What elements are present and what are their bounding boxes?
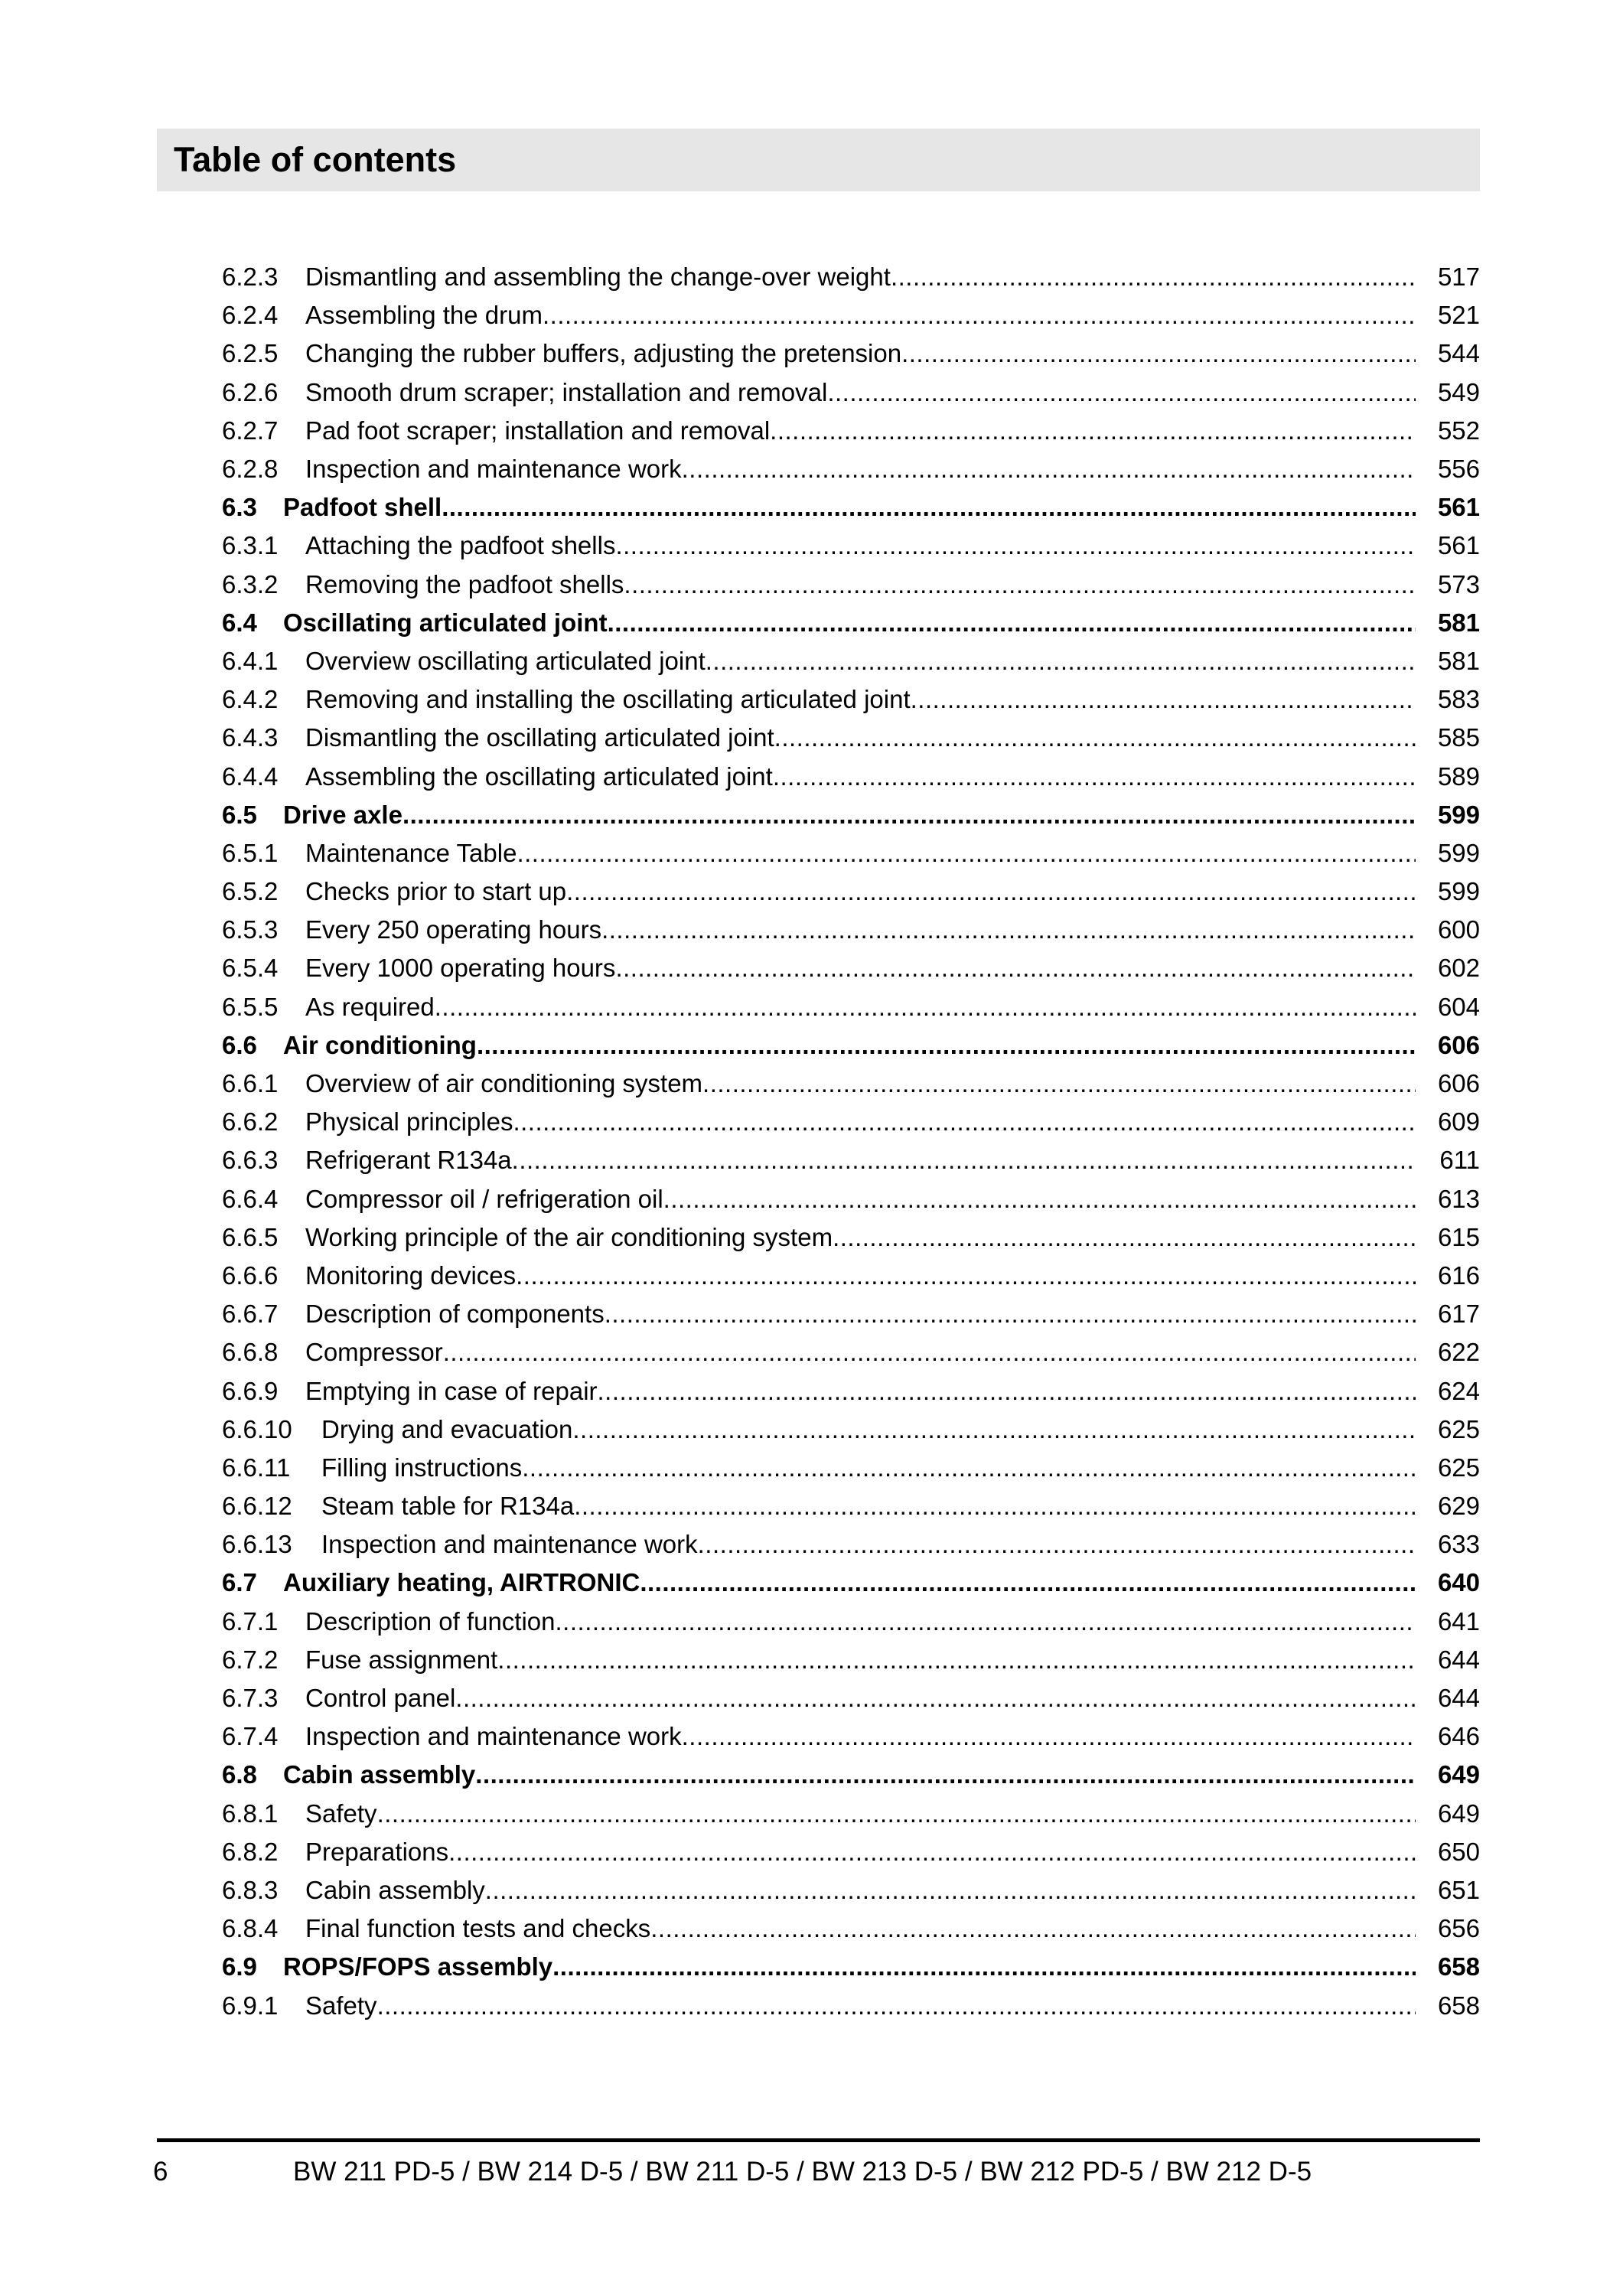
toc-entry-page: 625 [1437, 1414, 1480, 1443]
toc-entry[interactable] [222, 1065, 1480, 1103]
toc-entry-number: 6.4 [222, 608, 257, 637]
toc-entry-page: 604 [1437, 992, 1480, 1021]
toc-dot-leader [827, 378, 1416, 407]
toc-entry-number: 6.4.4 [222, 762, 279, 791]
toc-entry[interactable] [222, 949, 1480, 987]
toc-entry-page: 629 [1437, 1492, 1480, 1521]
toc-entry-number: 6.4.3 [222, 723, 279, 752]
toc-entry-title: Emptying in case of repair [305, 1376, 598, 1405]
toc-entry-title: Attaching the padfoot shells [305, 531, 616, 560]
toc-entry-page: 552 [1437, 416, 1480, 445]
toc-entry-title: Cabin assembly [283, 1760, 476, 1789]
toc-entry[interactable] [222, 1295, 1480, 1333]
toc-entry[interactable] [222, 796, 1480, 834]
toc-entry-title: Cabin assembly [305, 1875, 485, 1904]
toc-entry-number: 6.5 [222, 800, 257, 829]
toc-entry-page: 658 [1437, 1952, 1480, 1981]
toc-entry-page: 544 [1437, 339, 1480, 368]
toc-entry-page: 611 [1439, 1146, 1480, 1175]
toc-entry-number: 6.8.3 [222, 1875, 279, 1904]
toc-entry-page: 646 [1437, 1722, 1480, 1751]
toc-entry-page: 602 [1437, 954, 1480, 983]
toc-entry-title: Every 250 operating hours [305, 915, 602, 944]
toc-entry[interactable] [222, 1411, 1480, 1449]
toc-dot-leader [891, 263, 1416, 292]
toc-dot-leader [477, 1031, 1416, 1060]
toc-entry-page: 613 [1437, 1184, 1480, 1213]
toc-dot-leader [402, 801, 1416, 830]
toc-entry-title: Overview oscillating articulated joint [305, 646, 706, 675]
toc-entry-number: 6.5.5 [222, 992, 279, 1021]
toc-entry[interactable] [222, 1986, 1480, 2024]
toc-entry-number: 6.9 [222, 1952, 257, 1981]
toc-entry-title: Air conditioning [283, 1030, 477, 1059]
toc-entry-number: 6.5.2 [222, 877, 279, 906]
toc-dot-leader [377, 1799, 1416, 1828]
toc-entry-number: 6.7.3 [222, 1684, 279, 1713]
toc-entry-title: Refrigerant R134a [305, 1146, 512, 1175]
toc-entry-title: Auxiliary heating, AIRTRONIC [283, 1568, 640, 1597]
toc-entry[interactable] [222, 1103, 1480, 1141]
toc-dot-leader [572, 1415, 1416, 1444]
toc-entry-title: Compressor oil / refrigeration oil [305, 1184, 663, 1213]
toc-entry-number: 6.8.2 [222, 1837, 279, 1866]
toc-dot-leader [435, 993, 1416, 1022]
toc-entry-title: Compressor [305, 1338, 443, 1367]
toc-dot-leader [475, 1760, 1416, 1789]
toc-dot-leader [485, 1876, 1416, 1905]
toc-entry[interactable] [222, 1564, 1480, 1602]
toc-entry[interactable] [222, 1603, 1480, 1641]
toc-entry[interactable] [222, 1756, 1480, 1794]
toc-entry[interactable] [222, 1371, 1480, 1410]
toc-entry[interactable] [222, 334, 1480, 373]
toc-entry-title: Padfoot shell [283, 493, 442, 522]
toc-entry-page: 581 [1437, 608, 1480, 637]
toc-dot-leader [443, 1338, 1416, 1367]
toc-entry-page: 658 [1437, 1991, 1480, 2020]
toc-dot-leader [615, 531, 1416, 560]
toc-entry[interactable] [222, 1910, 1480, 1948]
toc-entry-page: 624 [1437, 1376, 1480, 1405]
toc-dot-leader [516, 1261, 1416, 1290]
toc-entry-title: Checks prior to start up [305, 877, 567, 906]
toc-entry-page: 599 [1437, 800, 1480, 829]
toc-entry[interactable] [222, 1026, 1480, 1065]
toc-entry-title: Safety [305, 1991, 377, 2020]
toc-entry[interactable] [222, 757, 1480, 795]
toc-entry[interactable] [222, 258, 1480, 296]
toc-entry-title: Inspection and maintenance work [305, 455, 682, 484]
toc-dot-leader [698, 1530, 1416, 1559]
toc-entry-page: 573 [1437, 569, 1480, 598]
toc-entry-number: 6.6.12 [222, 1492, 292, 1521]
toc-dot-leader [543, 301, 1416, 330]
toc-dot-leader [624, 570, 1416, 599]
toc-dot-leader [682, 455, 1416, 484]
toc-entry-page: 656 [1437, 1914, 1480, 1943]
toc-entry-page: 521 [1437, 301, 1480, 330]
toc-entry-page: 583 [1437, 685, 1480, 714]
toc-dot-leader [615, 954, 1416, 983]
toc-dot-leader [442, 493, 1416, 522]
toc-entry-page: 589 [1437, 762, 1480, 791]
header-band [157, 129, 1480, 191]
toc-entry-page: 561 [1437, 493, 1480, 522]
toc-entry-number: 6.3.1 [222, 531, 279, 560]
toc-entry-title: Smooth drum scraper; installation and removal [305, 377, 828, 406]
toc-entry-number: 6.2.3 [222, 263, 279, 292]
toc-entry-title: Overview of air conditioning system [305, 1069, 703, 1098]
toc-dot-leader [911, 685, 1416, 714]
toc-dot-leader [650, 1914, 1416, 1943]
toc-entry[interactable] [222, 566, 1480, 604]
toc-entry-number: 6.2.4 [222, 301, 279, 330]
toc-entry[interactable] [222, 1449, 1480, 1487]
toc-entry-number: 6.5.1 [222, 838, 279, 867]
toc-entry-title: Pad foot scraper; installation and removal [305, 416, 771, 445]
toc-entry-title: ROPS/FOPS assembly [283, 1952, 553, 1981]
toc-entry[interactable] [222, 1218, 1480, 1257]
toc-entry-title: Removing the padfoot shells [305, 569, 624, 598]
toc-entry[interactable] [222, 1679, 1480, 1717]
toc-entry[interactable] [222, 872, 1480, 911]
toc-entry-title: Every 1000 operating hours [305, 954, 616, 983]
toc-entry[interactable] [222, 1948, 1480, 1986]
toc-entry-number: 6.6.10 [222, 1414, 292, 1443]
toc-dot-leader [455, 1684, 1416, 1713]
toc-dot-leader [517, 839, 1416, 868]
toc-entry-number: 6.6.7 [222, 1300, 279, 1329]
toc-entry-title: Physical principles [305, 1107, 513, 1137]
toc-entry-page: 649 [1437, 1760, 1480, 1789]
toc-entry[interactable] [222, 911, 1480, 949]
toc-entry-page: 581 [1437, 646, 1480, 675]
toc-entry-number: 6.5.3 [222, 915, 279, 944]
toc-entry[interactable] [222, 680, 1480, 719]
toc-entry-number: 6.7.2 [222, 1645, 279, 1674]
toc-dot-leader [640, 1568, 1416, 1597]
toc-entry-number: 6.8.4 [222, 1914, 279, 1943]
toc-entry-number: 6.8 [222, 1760, 257, 1789]
toc-dot-leader [556, 1607, 1416, 1636]
toc-entry-title: Inspection and maintenance work [321, 1530, 698, 1559]
toc-entry-page: 609 [1437, 1107, 1480, 1137]
toc-entry[interactable] [222, 1180, 1480, 1218]
toc-entry-title: Safety [305, 1799, 377, 1828]
toc-entry-title: Dismantling and assembling the change-over weight [305, 263, 891, 292]
toc-entry-number: 6.6.2 [222, 1107, 279, 1137]
toc-dot-leader [663, 1185, 1416, 1214]
toc-entry[interactable] [222, 1871, 1480, 1910]
toc-entry-number: 6.9.1 [222, 1991, 279, 2020]
toc-entry-page: 650 [1437, 1837, 1480, 1866]
toc-entry-number: 6.2.8 [222, 455, 279, 484]
toc-entry-page: 622 [1437, 1338, 1480, 1367]
toc-entry-number: 6.6.8 [222, 1338, 279, 1367]
toc-entry-page: 549 [1437, 377, 1480, 406]
footer-divider [157, 2138, 1480, 2142]
toc-dot-leader [598, 1377, 1416, 1406]
toc-entry[interactable] [222, 604, 1480, 642]
toc-entry-number: 6.8.1 [222, 1799, 279, 1828]
toc-entry-number: 6.6.11 [222, 1453, 291, 1482]
toc-entry-number: 6.6.1 [222, 1069, 279, 1098]
toc-entry[interactable] [222, 1833, 1480, 1871]
toc-entry[interactable] [222, 1141, 1480, 1179]
toc-entry-title: Preparations [305, 1837, 449, 1866]
toc-entry-title: Assembling the oscillating articulated joint [305, 762, 773, 791]
toc-entry-page: 561 [1437, 531, 1480, 560]
toc-dot-leader [773, 762, 1416, 791]
toc-entry[interactable] [222, 527, 1480, 565]
toc-entry[interactable] [222, 1641, 1480, 1679]
toc-entry[interactable] [222, 1717, 1480, 1756]
toc-entry-number: 6.6.5 [222, 1222, 279, 1251]
toc-entry-title: Removing and installing the oscillating articulated joint [305, 685, 911, 714]
toc-dot-leader [608, 608, 1416, 638]
toc-dot-leader [702, 1069, 1416, 1098]
toc-dot-leader [901, 339, 1416, 368]
toc-entry-title: Drying and evacuation [321, 1414, 573, 1443]
toc-entry-title: Assembling the drum [305, 301, 543, 330]
footer-model-list: BW 211 PD-5 / BW 214 D-5 / BW 211 D-5 / BW 213 D-5 / BW 212 PD-5 / BW 212 D-5 [293, 2157, 1312, 2187]
toc-entry-page: 625 [1437, 1453, 1480, 1482]
toc-entry-page: 600 [1437, 915, 1480, 944]
toc-entry-page: 556 [1437, 455, 1480, 484]
toc-entry-page: 517 [1437, 263, 1480, 292]
page-title: Table of contents [174, 140, 457, 179]
toc-entry-title: Maintenance Table [305, 838, 517, 867]
toc-entry-title: As required [305, 992, 435, 1021]
toc-dot-leader [574, 1492, 1416, 1521]
toc-entry-title: Inspection and maintenance work [305, 1722, 682, 1751]
toc-entry-title: Changing the rubber buffers, adjusting the pretension [305, 339, 902, 368]
toc-dot-leader [377, 1991, 1416, 2020]
toc-dot-leader [497, 1645, 1416, 1675]
toc-entry-number: 6.6.3 [222, 1146, 279, 1175]
toc-dot-leader [448, 1838, 1416, 1867]
toc-dot-leader [601, 915, 1416, 944]
toc-entry[interactable] [222, 1487, 1480, 1525]
toc-entry-page: 606 [1437, 1069, 1480, 1098]
toc-entry-page: 615 [1437, 1222, 1480, 1251]
toc-entry-number: 6.4.2 [222, 685, 279, 714]
toc-entry-number: 6.3 [222, 493, 257, 522]
toc-entry-title: Working principle of the air conditioning system [305, 1222, 833, 1251]
toc-dot-leader [682, 1722, 1416, 1751]
toc-dot-leader [512, 1146, 1416, 1175]
toc-entry-page: 640 [1437, 1568, 1480, 1597]
toc-entry-number: 6.2.5 [222, 339, 279, 368]
toc-entry-number: 6.7.1 [222, 1606, 279, 1636]
toc-entry[interactable] [222, 373, 1480, 412]
toc-dot-leader [552, 1952, 1416, 1981]
toc-entry-page: 644 [1437, 1645, 1480, 1674]
toc-entry-page: 644 [1437, 1684, 1480, 1713]
toc-dot-leader [833, 1223, 1416, 1252]
toc-entry-page: 599 [1437, 838, 1480, 867]
toc-entry[interactable] [222, 296, 1480, 334]
toc-entry-title: Fuse assignment [305, 1645, 498, 1674]
toc-entry-title: Filling instructions [321, 1453, 523, 1482]
toc-entry-page: 616 [1437, 1261, 1480, 1290]
toc-entry-number: 6.6 [222, 1030, 257, 1059]
toc-dot-leader [605, 1300, 1416, 1329]
toc-entry-page: 649 [1437, 1799, 1480, 1828]
footer-page-number: 6 [153, 2157, 168, 2187]
toc-entry[interactable] [222, 488, 1480, 527]
toc-dot-leader [566, 877, 1416, 906]
toc-entry-number: 6.6.6 [222, 1261, 279, 1290]
toc-entry[interactable] [222, 834, 1480, 872]
toc-entry-page: 617 [1437, 1300, 1480, 1329]
toc-entry-title: Description of components [305, 1300, 605, 1329]
toc-entry-number: 6.5.4 [222, 954, 279, 983]
toc-entry-number: 6.6.9 [222, 1376, 279, 1405]
toc-entry-page: 641 [1437, 1606, 1480, 1636]
toc-entry-number: 6.4.1 [222, 646, 279, 675]
toc-entry-page: 585 [1437, 723, 1480, 752]
toc-entry-number: 6.3.2 [222, 569, 279, 598]
toc-dot-leader [770, 416, 1416, 445]
toc-entry-page: 599 [1437, 877, 1480, 906]
toc-entry[interactable] [222, 412, 1480, 450]
toc-entry[interactable] [222, 1525, 1480, 1564]
toc-entry-title: Control panel [305, 1684, 456, 1713]
toc-entry-number: 6.2.7 [222, 416, 279, 445]
toc-entry-page: 651 [1437, 1875, 1480, 1904]
toc-entry[interactable] [222, 450, 1480, 488]
toc-entry-title: Oscillating articulated joint [283, 608, 608, 637]
toc-entry-title: Dismantling the oscillating articulated joint [305, 723, 774, 752]
toc-entry[interactable] [222, 988, 1480, 1026]
toc-entry-number: 6.7 [222, 1568, 257, 1597]
toc-dot-leader [513, 1107, 1416, 1137]
toc-entry-number: 6.2.6 [222, 377, 279, 406]
toc-entry[interactable] [222, 1795, 1480, 1833]
toc-entry-page: 633 [1437, 1530, 1480, 1559]
toc-dot-leader [522, 1453, 1416, 1482]
toc-entry-title: Description of function [305, 1606, 556, 1636]
toc-dot-leader [774, 723, 1416, 752]
toc-entry-title: Monitoring devices [305, 1261, 517, 1290]
toc-entry-title: Drive axle [283, 800, 402, 829]
toc-list [222, 258, 1480, 2025]
toc-dot-leader [706, 647, 1416, 676]
toc-entry[interactable] [222, 642, 1480, 680]
toc-entry-title: Steam table for R134a [321, 1492, 575, 1521]
toc-entry-title: Final function tests and checks [305, 1914, 651, 1943]
toc-entry-number: 6.6.4 [222, 1184, 279, 1213]
toc-entry-number: 6.6.13 [222, 1530, 292, 1559]
toc-entry[interactable] [222, 719, 1480, 757]
toc-entry-page: 606 [1437, 1030, 1480, 1059]
toc-entry-number: 6.7.4 [222, 1722, 279, 1751]
toc-entry[interactable] [222, 1333, 1480, 1371]
toc-entry[interactable] [222, 1257, 1480, 1295]
